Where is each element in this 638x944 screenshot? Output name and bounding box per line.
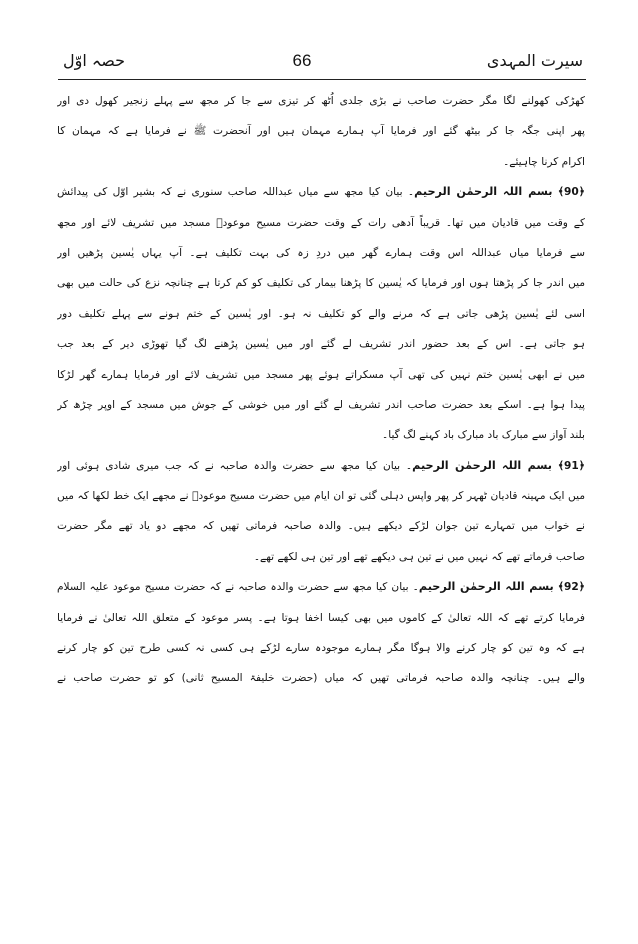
text-line — [57, 511, 585, 541]
narration-number: ﴿91﴾ — [557, 459, 585, 472]
line-text: بلند آواز سے مبارک باد مبارک باد کہنے لگ گیا۔ — [382, 429, 585, 442]
text-line — [57, 208, 585, 238]
line-text: ہے کہ وہ تین کو چار کرنے والا ہوگا مگر ہمارے موجودہ سارے لڑکے ہی کسی نہ کسی طرح تین کو چار کرنے — [57, 642, 585, 655]
text-line — [57, 299, 585, 329]
line-text: ۔ بیان کیا مجھ سے حضرت والدہ صاحبہ نے کہ جب میری شادی ہوئی اور — [57, 459, 413, 472]
bismillah-heading: بسم اللہ الرحمٰن الرحیم — [414, 185, 553, 199]
line-text: نے خواب میں تمہارے تین جوان لڑکے دیکھے ہیں۔ والدہ صاحبہ فرماتی تھیں کہ مجھے دو یاد تھے مگر حضرت — [57, 520, 585, 533]
text-line — [57, 147, 585, 177]
running-head-volume: حصہ اوّل — [63, 51, 126, 70]
bismillah-heading: بسم اللہ الرحمٰن الرحیم — [412, 458, 553, 472]
line-text: میں ایک مہینہ قادیان ٹھہر کر پھر واپس دہلی گئی تو ان ایام میں حضرت مسیح موعودؑ نے مجھے ایک خط لکھا کہ میں — [57, 490, 585, 503]
text-line — [57, 663, 585, 693]
text-line — [57, 542, 585, 572]
text-line — [57, 390, 585, 420]
bismillah-heading: بسم اللہ الرحمٰن الرحیم — [418, 580, 554, 594]
line-text: ۔ بیان کیا مجھ سے میاں عبداللہ صاحب سنوری نے کہ بشیر اوّل کی پیدائش — [57, 186, 415, 199]
line-text: والے ہیں۔ چنانچہ والدہ صاحبہ فرماتی تھیں کہ میاں (حضرت خلیفۃ المسیح ثانی) کو تو حضرت صاحب نے — [57, 672, 585, 685]
text-line — [57, 481, 585, 511]
line-text: ۔ بیان کیا مجھ سے حضرت والدہ صاحبہ نے کہ حضرت مسیح موعود علیہ السلام — [57, 581, 419, 594]
text-line — [57, 86, 585, 116]
line-text: اکرام کرنا چاہیئے۔ — [503, 155, 585, 168]
page-number: 66 — [292, 51, 312, 70]
text-line — [57, 238, 585, 268]
line-text: میں اندر جا کر پڑھتا ہوں اور فرمایا کہ یٰسین کا پڑھنا بیمار کی تکلیف کو کم کرتا ہے چنانچہ نزع کی حالت میں بھی — [57, 277, 585, 290]
text-line — [57, 603, 585, 633]
line-text: فرمایا کرتے تھے کہ اللہ تعالیٰ کے کاموں میں بھی کیسا اخفا ہوتا ہے۔ پسر موعود کے متعلق اللہ تعالیٰ نے فرمایا — [57, 611, 585, 624]
running-head-book-title: سیرت المہدی — [486, 51, 583, 70]
narration-paragraph — [57, 451, 585, 573]
text-line — [57, 268, 585, 298]
text-line — [57, 116, 585, 146]
text-line — [57, 451, 585, 481]
narration-number: ﴿90﴾ — [557, 186, 585, 199]
text-line — [57, 360, 585, 390]
page-text-body — [57, 86, 585, 694]
narration-paragraph — [57, 572, 585, 694]
line-text: سے فرمایا میاں عبداللہ اس وقت ہمارے گھر میں دردِ زہ کی بہت تکلیف ہے۔ آپ یہاں یٰسین پڑھیں اور — [57, 246, 585, 259]
line-text: میں نے ابھی یٰسین ختم نہیں کی تھی آپ مسکراتے ہوئے پھر مسجد میں تشریف لائے اور فرمایا ہمارے گھر لڑکا — [57, 368, 585, 381]
header-rule — [58, 79, 586, 80]
text-line — [57, 633, 585, 663]
text-line — [57, 329, 585, 359]
line-text: کھڑکی کھولنے لگا مگر حضرت صاحب نے بڑی جلدی اُٹھ کر تیزی سے جا کر مجھ سے پہلے زنجیر کھول دی اور — [57, 95, 585, 107]
line-text: اسی لئے یٰسین پڑھی جاتی ہے کہ مرنے والے کو تکلیف نہ ہو۔ اور یٰسین کے ختم ہونے سے پہلے تکلیف دور — [57, 307, 585, 320]
line-text: کے وقت میں قادیان میں تھا۔ قریباً آدھی رات کے وقت حضرت مسیح موعودؑ مسجد میں تشریف لائے اور مجھ — [57, 216, 585, 229]
line-text: ہو جاتی ہے۔ اس کے بعد حضور اندر تشریف لے گئے اور میں یٰسین پڑھنے لگ گیا تھوڑی دیر کے بعد جب — [57, 338, 585, 351]
line-text: پیدا ہوا ہے۔ اسکے بعد حضرت صاحب اندر تشریف لے گئے اور میں خوشی کے جوش میں مسجد کے اوپر چڑھ کر — [57, 398, 585, 411]
continued-paragraph — [57, 86, 585, 177]
line-text: پھر اپنی جگہ جا کر بیٹھ گئے اور فرمایا آپ ہمارے مہمان ہیں اور آنحضرت ﷺ نے فرمایا ہے کہ مہمان کا — [57, 125, 585, 138]
narration-number: ﴿92﴾ — [557, 581, 585, 594]
narration-paragraph — [57, 177, 585, 451]
text-line — [57, 420, 585, 450]
text-line — [57, 177, 585, 207]
line-text: صاحب فرماتے تھے کہ نہیں میں نے تین ہی دیکھے تھے اور تین ہی لکھے تھے۔ — [253, 550, 585, 563]
text-line — [57, 572, 585, 602]
